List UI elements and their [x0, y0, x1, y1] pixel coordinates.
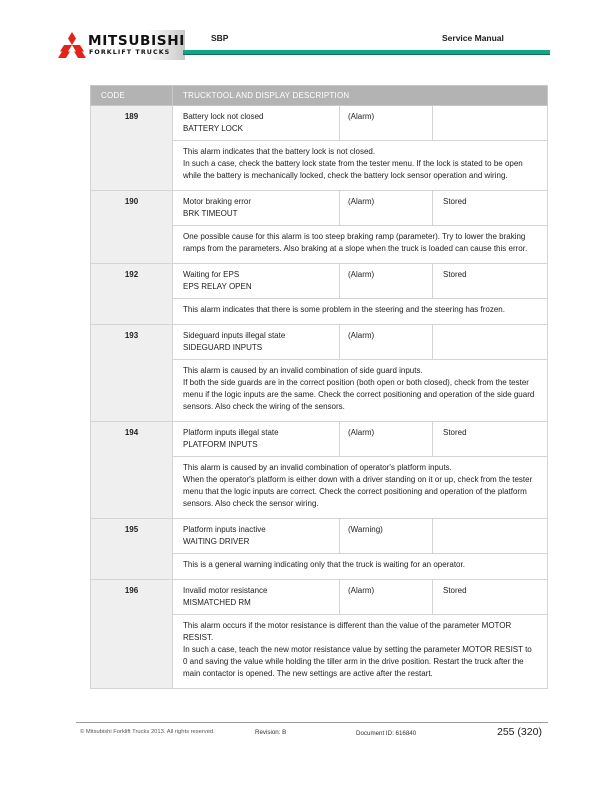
error-type: (Alarm) [340, 580, 433, 615]
table-row [91, 191, 548, 226]
error-code: 190 [91, 191, 173, 264]
error-code-table [90, 85, 548, 689]
table-row [91, 519, 548, 554]
error-type: (Warning) [340, 519, 433, 554]
error-name-cell [173, 191, 340, 226]
table-row [91, 106, 548, 141]
table-header-row [91, 86, 548, 106]
mitsubishi-logo [58, 30, 185, 60]
error-code: 189 [91, 106, 173, 191]
logo-brand-text: MITSUBISHI [88, 34, 186, 49]
logo-sub-text: FORKLIFT TRUCKS [89, 49, 171, 56]
description-paragraph: In such a case, check the battery lock state from the tester menu. If the lock is stated to be open while the battery is mechanically locked, check the battery lock sensor operation and wiring. [183, 159, 523, 180]
description-paragraph: This alarm indicates that the battery lock is not closed. [183, 147, 376, 156]
display-text: WAITING DRIVER [183, 537, 250, 546]
display-text: SIDEGUARD INPUTS [183, 343, 263, 352]
error-description [173, 615, 548, 689]
error-name: Motor braking error [183, 197, 252, 206]
manual-title: Service Manual [442, 33, 504, 43]
footer-divider [76, 722, 548, 723]
display-text: MISMATCHED RM [183, 598, 251, 607]
description-paragraph: This alarm occurs if the motor resistance is different than the value of the parameter MOTOR RESIST. [183, 621, 512, 642]
error-type: (Alarm) [340, 191, 433, 226]
stored-flag: Stored [433, 191, 548, 226]
error-name: Sideguard inputs illegal state [183, 331, 286, 340]
error-name: Platform inputs inactive [183, 525, 266, 534]
error-name: Platform inputs illegal state [183, 428, 279, 437]
error-name: Invalid motor resistance [183, 586, 268, 595]
error-name-cell [173, 422, 340, 457]
error-description [173, 457, 548, 519]
error-description [173, 141, 548, 191]
error-code: 192 [91, 264, 173, 325]
three-diamonds-icon [58, 32, 86, 58]
table-row [91, 580, 548, 615]
stored-flag [433, 325, 548, 360]
description-paragraph: One possible cause for this alarm is too steep braking ramp (parameter). Try to lower the braking ramps from the parameters. Also braking at a slope when the truck is loaded can cause this error. [183, 232, 528, 253]
error-type: (Alarm) [340, 106, 433, 141]
display-text: PLATFORM INPUTS [183, 440, 258, 449]
error-name-cell [173, 519, 340, 554]
error-code: 196 [91, 580, 173, 689]
error-code: 194 [91, 422, 173, 519]
product-title: SBP [211, 33, 229, 43]
stored-flag [433, 106, 548, 141]
error-name-cell [173, 325, 340, 360]
display-text: EPS RELAY OPEN [183, 282, 252, 291]
error-description [173, 299, 548, 325]
error-name-cell [173, 106, 340, 141]
table-row [91, 325, 548, 360]
stored-flag [433, 519, 548, 554]
error-name: Waiting for EPS [183, 270, 240, 279]
description-paragraph: This alarm is caused by an invalid combination of side guard inputs. [183, 366, 423, 375]
description-paragraph: This alarm indicates that there is some problem in the steering and the steering has frozen. [183, 305, 505, 314]
footer-revision: Revision: B [255, 729, 287, 736]
error-code: 193 [91, 325, 173, 422]
page-header [0, 0, 612, 70]
display-text: BRK TIMEOUT [183, 209, 238, 218]
footer-page-number: 255 (320) [497, 726, 542, 738]
column-header-description: TRUCKTOOL AND DISPLAY DESCRIPTION [173, 86, 548, 106]
stored-flag: Stored [433, 580, 548, 615]
header-accent-bar [183, 50, 550, 55]
table-row [91, 264, 548, 299]
table-row [91, 422, 548, 457]
column-header-code: CODE [91, 86, 173, 106]
error-description [173, 360, 548, 422]
description-paragraph: This is a general warning indicating only that the truck is waiting for an operator. [183, 560, 465, 569]
display-text: BATTERY LOCK [183, 124, 244, 133]
error-name: Battery lock not closed [183, 112, 264, 121]
error-type: (Alarm) [340, 422, 433, 457]
description-paragraph: This alarm is caused by an invalid combination of operator's platform inputs. [183, 463, 452, 472]
error-type: (Alarm) [340, 264, 433, 299]
footer-document-id: Document ID: 616840 [356, 730, 417, 737]
error-name-cell [173, 580, 340, 615]
error-description [173, 554, 548, 580]
stored-flag: Stored [433, 264, 548, 299]
error-type: (Alarm) [340, 325, 433, 360]
description-paragraph: If both the side guards are in the correct position (both open or both closed), check from the tester menu if the logic inputs are the same. Check the correct positioning and operation of the side guard sensors. Also check the wiring of the sensors. [183, 378, 535, 411]
stored-flag: Stored [433, 422, 548, 457]
description-paragraph: In such a case, teach the new motor resistance value by setting the parameter MOTOR RESIST to 0 and saving the value while holding the tiller arm in the drive position. Restart the truck after the main contactor is opened. The new settings are active after the restart. [183, 645, 532, 678]
error-name-cell [173, 264, 340, 299]
description-paragraph: When the operator's platform is either down with a driver standing on it or up, check from the tester menu that the logic inputs are correct. Check the correct positioning and operation of the platform sensors. Also check the sensor wiring. [183, 475, 533, 508]
footer-copyright: © Mitsubishi Forklift Trucks 2013. All rights reserved. [80, 729, 215, 735]
error-code: 195 [91, 519, 173, 580]
error-description [173, 226, 548, 264]
